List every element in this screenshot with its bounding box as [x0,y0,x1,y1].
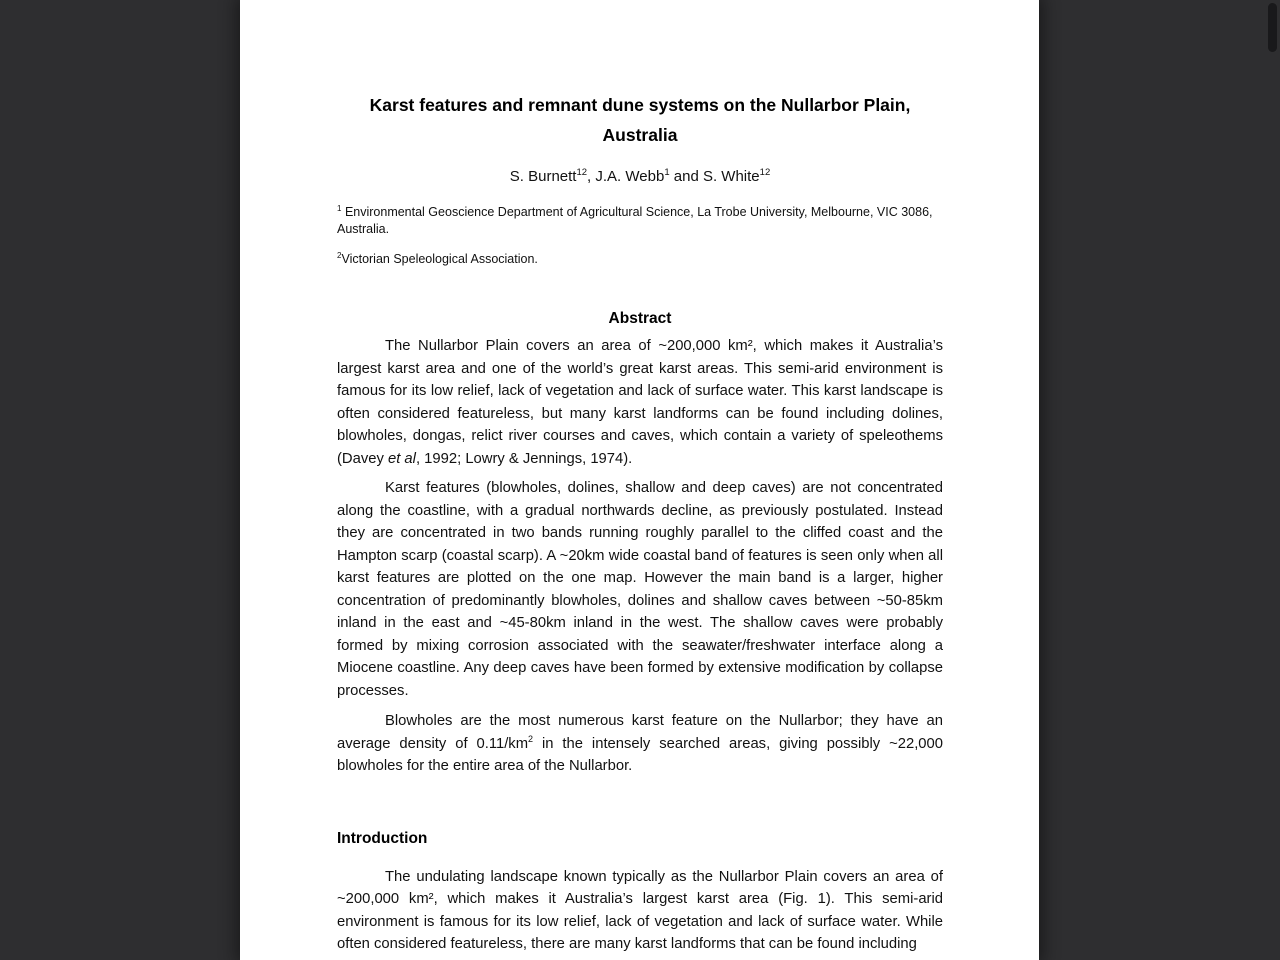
abstract-paragraph-3-text-end: in the intensely searched areas, giving possibly ~22,000 blowholes for the entire area of the Nullarbor. [337,735,943,774]
author-affiliation-marker: 1 [664,167,670,178]
introduction-heading: Introduction [337,829,428,847]
paper-title-line-1: Karst features and remnant dune systems on the Nullarbor Plain, [369,95,911,115]
affiliation-text: Victorian Speleological Association. [341,252,538,266]
abstract-paragraph-3 [337,710,943,778]
author-affiliation-marker: 12 [759,167,771,178]
abstract-paragraph-1-text-end: , 1992; Lowry & Jennings, 1974). [415,450,633,467]
affiliation-1 [337,204,943,238]
author-name: , J.A. Webb [587,168,665,185]
document-page [240,0,1039,960]
abstract-paragraph-1 [337,335,943,470]
abstract-paragraph-3-text: Blowholes are the most numerous karst feature on the Nullarbor; they have an average density of 0.11/km [337,713,943,752]
paper-title [337,90,943,150]
author-name: and S. White [669,168,760,185]
author-line [337,166,943,188]
vertical-scrollbar-thumb[interactable] [1268,3,1277,52]
author-affiliation-marker: 12 [576,167,588,178]
affiliation-text: Environmental Geoscience Department of Agricultural Science, La Trobe University, Melbourne, VIC 3086, Australia. [337,205,933,236]
introduction-paragraph-1: The undulating landscape known typically as the Nullarbor Plain covers an area of ~200,000 km², which makes it Australia’s largest karst area (Fig. 1). This semi-arid environment is famous for its low relief, lack of vegetation and lack of surface water. While often considered featureless, there are many karst landforms that can be found including [337,868,943,952]
affiliation-marker: 2 [337,250,342,260]
affiliation-marker: 1 [337,203,342,213]
author-name: S. Burnett [509,168,577,185]
abstract-paragraph-1-text: The Nullarbor Plain covers an area of ~200,000 km², which makes it Australia’s largest karst area and one of the world’s great karst areas. This semi-arid environment is famous for its low relief, lack of vegetation and lack of surface water. This karst landscape is often considered featureless, but many karst landforms can be found including dolines, blowholes, dongas, relict river courses and caves, which contain a variety of speleothems (Davey [337,338,943,467]
paper-title-line-2: Australia [602,125,678,145]
page-content [337,0,943,956]
abstract-heading: Abstract [608,310,672,327]
affiliation-2 [337,251,943,268]
abstract-paragraph-3-superscript: 2 [528,733,534,744]
abstract-paragraph-2: Karst features (blowholes, dolines, shallow and deep caves) are not concentrated along the coastline, with a gradual northwards decline, as previously postulated. Instead they are concentrated in two bands running roughly parallel to the cliffed coast and the Hampton scarp (coastal scarp). A ~20km wide coastal band of features is seen only when all karst features are plotted on the one map. However the main band is a larger, higher concentration of predominantly blowholes, dolines and shallow caves between ~50-85km inland in the east and ~45-80km inland in the west. The shallow caves were probably formed by mixing corrosion associated with the seawater/freshwater interface along a Miocene coastline. Any deep caves have been formed by extensive modification by collapse processes. [337,480,943,699]
abstract-paragraph-1-citation-et-al: et al [387,450,416,467]
